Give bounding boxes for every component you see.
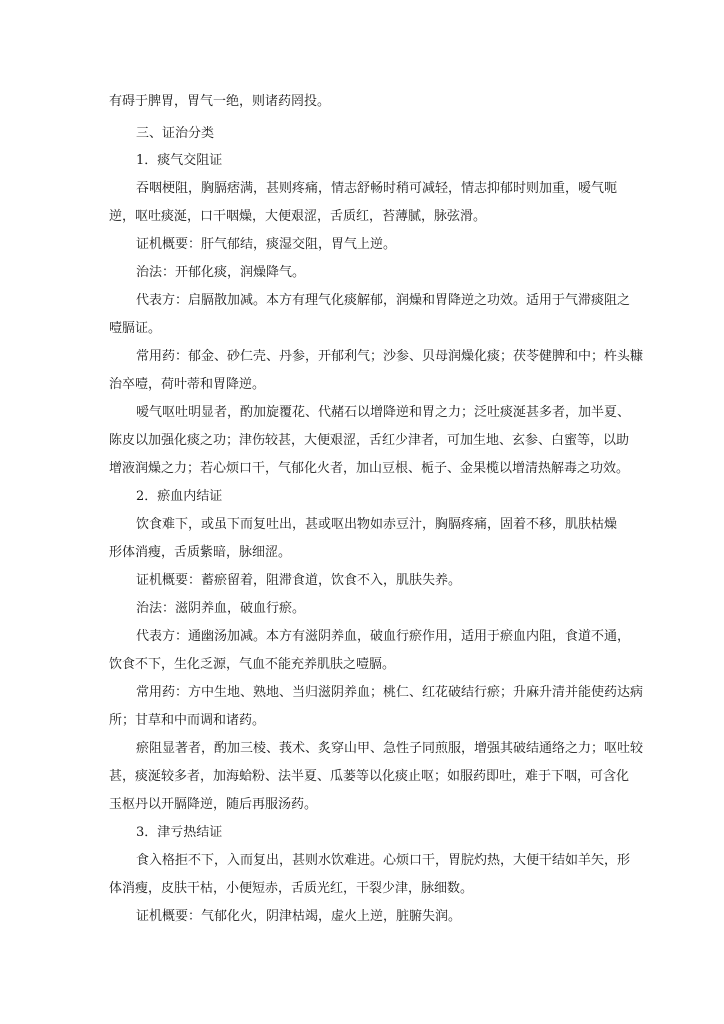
text-line: 饮食难下，或虽下而复吐出，甚或呕出物如赤豆汁，胸膈疼痛，固着不移，肌肤枯燥	[136, 517, 618, 532]
text-line: 增液润燥之力；若心烦口干，气郁化火者，加山豆根、栀子、金果榄以增清热解毒之功效。	[109, 461, 630, 476]
text-line: 陈皮以加强化痰之功；津伤较甚，大便艰涩，舌红少津者，可加生地、玄参、白蜜等，以助	[109, 433, 630, 448]
text-line: 治法：滋阴养血，破血行瘀。	[136, 601, 306, 616]
text-line: 吞咽梗阻，胸膈痞满，甚则疼痛，情志舒畅时稍可减轻，情志抑郁时则加重，嗳气呃	[136, 181, 618, 196]
subsection-heading: 2．瘀血内结证	[136, 489, 223, 504]
text-line: 所；甘草和中而调和诸药。	[109, 713, 266, 728]
text-line: 饮食不下，生化乏源，气血不能充养肌肤之噎膈。	[109, 657, 396, 672]
text-line: 代表方：通幽汤加减。本方有滋阴养血，破血行瘀作用，适用于瘀血内阻，食道不通，	[136, 629, 631, 644]
text-line: 食入格拒不下，入而复出，甚则水饮难进。心烦口干，胃脘灼热，大便干结如羊矢，形	[136, 853, 631, 868]
text-line: 代表方：启膈散加减。本方有理气化痰解郁，润燥和胃降逆之功效。适用于气滞痰阻之	[136, 293, 631, 308]
text-line: 瘀阻显著者，酌加三棱、莪术、炙穿山甲、急性子同煎服，增强其破结通络之力；呕吐较	[136, 741, 644, 756]
text-line: 体消瘦，皮肤干枯，小便短赤，舌质光红，干裂少津，脉细数。	[109, 881, 474, 896]
text-line: 常用药：方中生地、熟地、当归滋阴养血；桃仁、红花破结行瘀；升麻升清并能使药达病	[136, 685, 644, 700]
text-line: 有碍于脾胃，胃气一绝，则诸药罔投。	[109, 94, 331, 109]
subsection-heading: 1．痰气交阻证	[136, 153, 223, 168]
text-line: 证机概要：肝气郁结，痰湿交阻，胃气上逆。	[136, 237, 397, 252]
section-heading: 三、证治分类	[136, 126, 215, 141]
text-line: 证机概要：气郁化火，阴津枯竭，虚火上逆，脏腑失润。	[136, 909, 462, 924]
text-line: 形体消瘦，舌质紫暗，脉细涩。	[109, 545, 292, 560]
text-line: 玉枢丹以开膈降逆，随后再服汤药。	[109, 797, 318, 812]
text-line: 治法：开郁化痰，润燥降气。	[136, 265, 306, 280]
text-line: 证机概要：蓄瘀留着，阻滞食道，饮食不入，肌肤失养。	[136, 573, 462, 588]
text-line: 嗳气呕吐明显者，酌加旋覆花、代赭石以增降逆和胃之力；泛吐痰涎甚多者，加半夏、	[136, 405, 631, 420]
text-line: 逆，呕吐痰涎，口干咽燥，大便艰涩，舌质红，苔薄腻，脉弦滑。	[109, 209, 487, 224]
text-line: 治卒噎，荷叶蒂和胃降逆。	[109, 377, 266, 392]
text-line: 常用药：郁金、砂仁壳、丹参，开郁利气；沙参、贝母润燥化痰；茯苓健脾和中；杵头糠	[136, 349, 644, 364]
subsection-heading: 3．津亏热结证	[136, 825, 223, 840]
text-line: 噎膈证。	[109, 321, 162, 336]
text-line: 甚，痰涎较多者，加海蛤粉、法半夏、瓜蒌等以化痰止呕；如服药即吐，难于下咽，可含化	[109, 769, 630, 784]
